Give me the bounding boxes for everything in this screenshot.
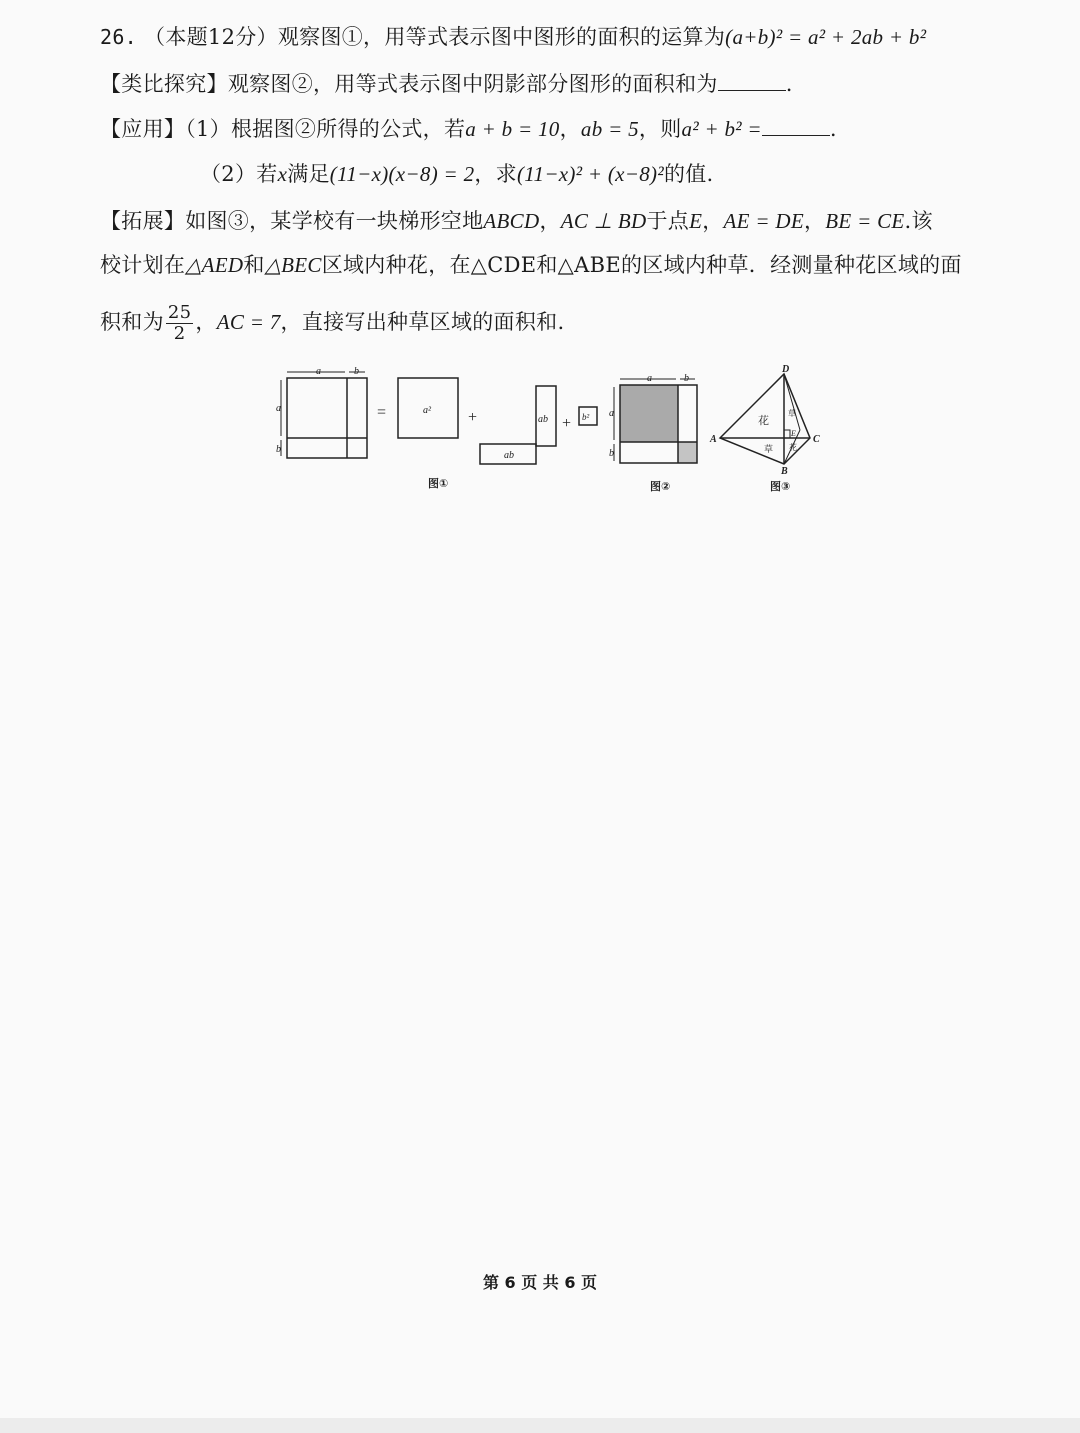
- point-b-label: B: [781, 466, 788, 477]
- line4-text-c: ，求: [474, 162, 517, 186]
- line2-text: 观察图②，用等式表示图中阴影部分图形的面积和为: [227, 72, 718, 96]
- plus-sign-1: +: [468, 409, 478, 426]
- answer-blank-1[interactable]: [718, 70, 786, 91]
- grass-label-bottom: 草: [764, 444, 774, 454]
- figure-1: [276, 366, 597, 490]
- label-ab-vertical: ab: [538, 414, 548, 425]
- problem-line-1: [100, 22, 926, 52]
- problem-line-4: [200, 159, 714, 189]
- problem-line-2: [100, 69, 793, 99]
- line1-formula: (a+b)² = a² + 2ab + b²: [725, 25, 927, 49]
- comma: ，: [195, 310, 217, 334]
- line5-text-c: .该: [904, 209, 933, 233]
- line3-text: （1）根据图②所得的公式，若: [185, 117, 466, 141]
- figures-diagram: [270, 360, 830, 500]
- line3-then: ，则: [638, 117, 682, 141]
- shaded-b-square: [678, 442, 697, 463]
- fraction: [166, 303, 194, 344]
- flower-label-top: 花: [758, 415, 769, 427]
- fig2-caption: 图②: [650, 480, 671, 493]
- comma: ，: [803, 209, 826, 233]
- var-x: x: [277, 162, 288, 186]
- comma: ，: [559, 117, 581, 141]
- triangle-bec: △BEC: [264, 253, 322, 277]
- section-tag-extension: 【拓展】: [100, 209, 186, 233]
- ac-length: AC = 7: [216, 310, 281, 334]
- fig2-label-b-top: b: [684, 373, 689, 384]
- fig1-caption: 图①: [428, 477, 449, 490]
- line6-text-a: 校计划在: [100, 253, 186, 277]
- fig1-label-b-side: b: [276, 444, 281, 455]
- line6-text-b: 区域内种花，在△CDE和△ABE的区域内种草．经测量种花区域的面: [321, 253, 962, 277]
- period: .: [785, 72, 793, 96]
- point-e: E: [689, 209, 703, 233]
- line1-text: 观察图①，用等式表示图中图形的面积的运算为: [277, 25, 726, 49]
- line4-expression: (11−x)² + (x−8)²: [516, 162, 664, 186]
- equality-2: BE = CE: [825, 209, 905, 233]
- section-tag-application: 【应用】: [100, 117, 186, 141]
- problem-number: 26.: [100, 25, 138, 49]
- line4-text-d: 的值.: [663, 162, 714, 186]
- fig2-label-b-side: b: [609, 448, 614, 459]
- shaded-a-square: [620, 385, 678, 442]
- plus-sign-2: +: [562, 415, 572, 432]
- point-c-label: C: [813, 434, 820, 445]
- line6-and: 和: [243, 253, 265, 277]
- equals-sign: =: [377, 404, 387, 421]
- fig1-label-b-top: b: [354, 366, 359, 377]
- trapezoid-name: ABCD: [483, 209, 540, 233]
- problem-line-7: [100, 303, 564, 344]
- line7-text-a: 积和为: [100, 310, 164, 334]
- perpendicular: AC ⊥ BD: [560, 209, 647, 233]
- label-a-squared: a²: [423, 405, 431, 416]
- problem-line-6: [100, 250, 962, 280]
- figure-2: [609, 373, 697, 493]
- comma: ，: [539, 209, 561, 233]
- point-d-label: D: [782, 364, 790, 375]
- line5-text-b: 于点: [646, 209, 690, 233]
- comma: ，: [702, 209, 724, 233]
- line4-equation: (11−x)(x−8) = 2: [329, 162, 475, 186]
- line7-text-b: ，直接写出种草区域的面积和.: [280, 310, 565, 334]
- line3-expr: a² + b² =: [681, 117, 762, 141]
- figure-3: [709, 364, 820, 493]
- problem-line-5: [100, 206, 933, 236]
- point-e-label: E: [791, 429, 796, 438]
- flower-label-bottom: 花: [789, 443, 797, 452]
- fig2-label-a-top: a: [647, 373, 652, 384]
- point-a-label: A: [710, 434, 717, 445]
- problem-points: （本题12分）: [144, 25, 278, 49]
- equality-1: AE = DE: [723, 209, 804, 233]
- cond-sum: a + b = 10: [465, 117, 560, 141]
- page-footer: 第 6 页 共 6 页: [482, 1273, 598, 1292]
- cond-product: ab = 5: [580, 117, 639, 141]
- line5-text-a: 如图③，某学校有一块梯形空地: [185, 209, 484, 233]
- line4-text-a: （2）若: [200, 162, 278, 186]
- label-ab-horizontal: ab: [504, 450, 514, 461]
- grass-label-right: 草: [788, 409, 796, 418]
- fig1-label-a-top: a: [316, 366, 321, 377]
- fraction-denominator: 2: [173, 323, 186, 344]
- fraction-numerator: 25: [167, 302, 192, 323]
- period: .: [829, 117, 837, 141]
- fig3-caption: 图③: [770, 480, 791, 493]
- line4-text-b: 满足: [287, 162, 330, 186]
- fig2-label-a-side: a: [609, 408, 614, 419]
- answer-blank-2[interactable]: [762, 115, 830, 136]
- label-b-squared: b²: [582, 412, 590, 422]
- scan-bottom-edge: [0, 1418, 1080, 1433]
- fig1-label-a-side: a: [276, 403, 281, 414]
- triangle-aed: △AED: [185, 253, 244, 277]
- problem-line-3: [100, 114, 837, 144]
- section-tag-analogy: 【类比探究】: [100, 72, 228, 96]
